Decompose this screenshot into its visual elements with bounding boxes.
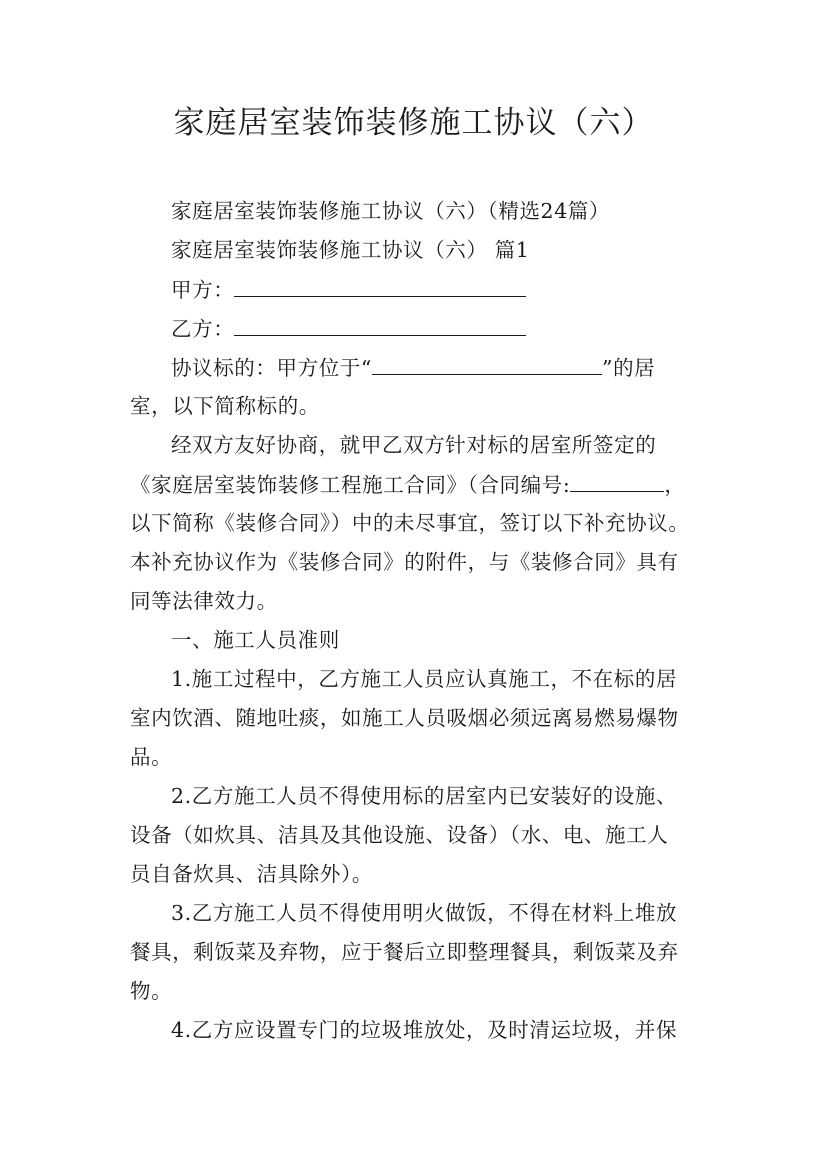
item1-line2: 室内饮酒、随地吐痰，如施工人员吸烟必须远离易燃易爆物 xyxy=(130,706,679,730)
subject-suffix: ”的居 xyxy=(601,356,656,380)
section1-heading: 一、施工人员准则 xyxy=(171,628,340,652)
subject-blank xyxy=(372,352,602,375)
party-b-line xyxy=(171,313,526,343)
party-b-blank xyxy=(234,313,526,336)
item3-line1: 3.乙方施工人员不得使用明火做饭，不得在材料上堆放 xyxy=(171,901,678,925)
subject-line xyxy=(171,352,655,382)
para1-line5: 同等法律效力。 xyxy=(130,589,278,613)
para1-line2 xyxy=(130,469,685,499)
item2-line3: 员自备炊具、洁具除外）。 xyxy=(130,862,373,886)
document-subtitle: 家庭居室装饰装修施工协议（六）（精选24篇） xyxy=(171,199,611,223)
party-a-label: 甲方： xyxy=(171,278,235,302)
contract-number-blank xyxy=(570,469,664,492)
para1-line2-text: 《家庭居室装饰装修工程施工合同》（合同编号: xyxy=(130,473,571,497)
article-heading: 家庭居室装饰装修施工协议（六） 篇1 xyxy=(171,238,530,262)
item1-line1: 1.施工过程中，乙方施工人员应认真施工，不在标的居 xyxy=(171,667,678,691)
para1-line2-comma: ， xyxy=(664,473,686,497)
document-title: 家庭居室装饰装修施工协议（六） xyxy=(173,105,654,141)
para1-line4: 本补充协议作为《装修合同》的附件，与《装修合同》具有 xyxy=(130,550,679,574)
item1-line3: 品。 xyxy=(130,745,173,769)
subject-continuation: 室，以下简称标的。 xyxy=(130,394,320,418)
item3-line2: 餐具，剩饭菜及弃物，应于餐后立即整理餐具，剩饭菜及弃 xyxy=(130,940,679,964)
party-a-line xyxy=(171,274,526,304)
item2-line1: 2.乙方施工人员不得使用标的居室内已安装好的设施、 xyxy=(171,784,678,808)
subject-prefix: 协议标的：甲方位于“ xyxy=(171,356,372,380)
item2-line2: 设备（如炊具、洁具及其他设施、设备）（水、电、施工人 xyxy=(130,823,669,847)
item3-line3: 物。 xyxy=(130,979,173,1003)
party-b-label: 乙方： xyxy=(171,317,235,341)
party-a-blank xyxy=(234,274,526,297)
para1-line1: 经双方友好协商，就甲乙双方针对标的居室所签定的 xyxy=(171,433,657,457)
item4-line1: 4.乙方应设置专门的垃圾堆放处，及时清运垃圾，并保 xyxy=(171,1018,678,1042)
para1-line3: 以下简称《装修合同》）中的未尽事宜，签订以下补充协议。 xyxy=(130,511,690,535)
